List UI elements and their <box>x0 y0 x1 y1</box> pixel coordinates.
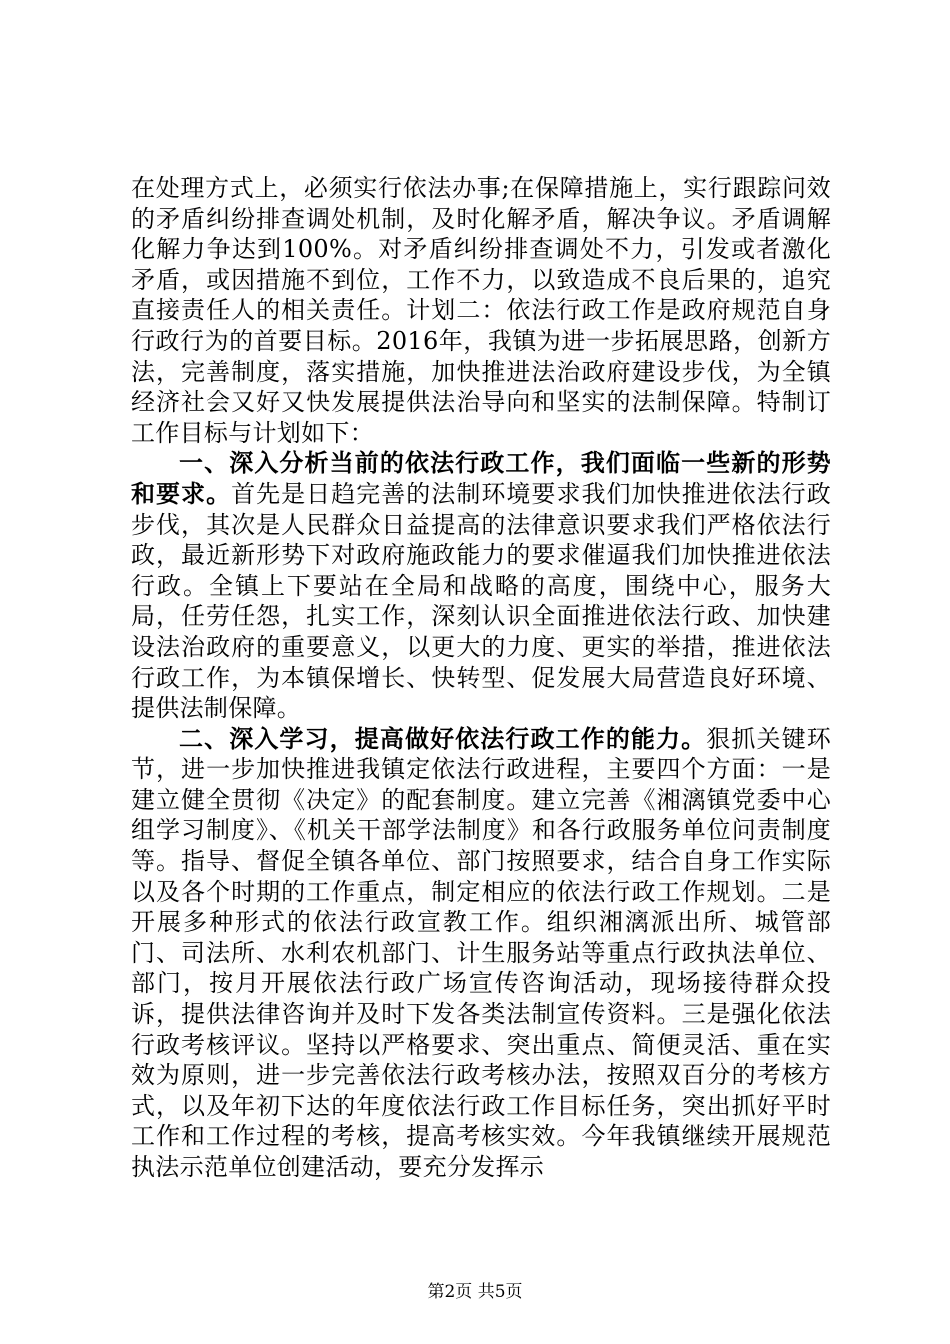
page-footer <box>0 1282 950 1302</box>
paragraph-1-text: 在处理方式上，必须实行依法办事;在保障措施上，实行跟踪问效的矛盾纠纷排查调处机制，及时化解矛盾，解决争议。矛盾调解化解力争达到100%。对矛盾纠纷排查调处不力，引发或者激化矛盾，或因措施不到位，工作不力，以致造成不良后果的，追究直接责任人的相关责任。计划二：依法行政工作是政府规范自身行政行为的首要目标。2016年，我镇为进一步拓展思路，创新方法，完善制度，落实措施，加快推进法治政府建设步伐，为全镇经济社会又好又快发展提供法治导向和坚实的法制保障。特制订工作目标与计划如下： <box>131 174 831 447</box>
paragraph-2 <box>131 448 831 723</box>
paragraph-1 <box>131 173 831 448</box>
section-heading-1: 一、深入分析当前的依法行政工作，我们面临一些新的形势和要求。 <box>131 448 831 508</box>
page-number: 第2页 共5页 <box>427 1282 523 1302</box>
section-heading-2: 二、深入学习，提高做好依法行政工作的能力。 <box>179 723 707 753</box>
document-body <box>131 173 831 1183</box>
paragraph-3-text: 狠抓关键环节，进一步加快推进我镇定依法行政进程，主要四个方面：一是建立健全贯彻《决定》的配套制度。建立完善《湘漓镇党委中心组学习制度》、《机关干部学法制度》和各行政服务单位问责制度等。指导、督促全镇各单位、部门按照要求，结合自身工作实际以及各个时期的工作重点，制定相应的依法行政工作规划。二是开展多种形式的依法行政宣教工作。组织湘漓派出所、城管部门、司法所、水利农机部门、计生服务站等重点行政执法单位、部门，按月开展依法行政广场宣传咨询活动，现场接待群众投诉，提供法律咨询并及时下发各类法制宣传资料。三是强化依法行政考核评议。坚持以严格要求、突出重点、简便灵活、重在实效为原则，进一步完善依法行政考核办法，按照双百分的考核方式，以及年初下达的年度依法行政工作目标任务，突出抓好平时工作和工作过程的考核，提高考核实效。今年我镇继续开展规范执法示范单位创建活动，要充分发挥示 <box>131 724 831 1181</box>
paragraph-2-text: 首先是日趋完善的法制环境要求我们加快推进依法行政步伐，其次是人民群众日益提高的法律意识要求我们严格依法行政，最近新形势下对政府施政能力的要求催逼我们加快推进依法行政。全镇上下要站在全局和战略的高度，围绕中心，服务大局，任劳任怨，扎实工作，深刻认识全面推进依法行政、加快建设法治政府的重要意义，以更大的力度、更实的举措，推进依法行政工作，为本镇保增长、快转型、促发展大局营造良好环境、提供法制保障。 <box>131 479 831 723</box>
paragraph-3 <box>131 724 831 1183</box>
